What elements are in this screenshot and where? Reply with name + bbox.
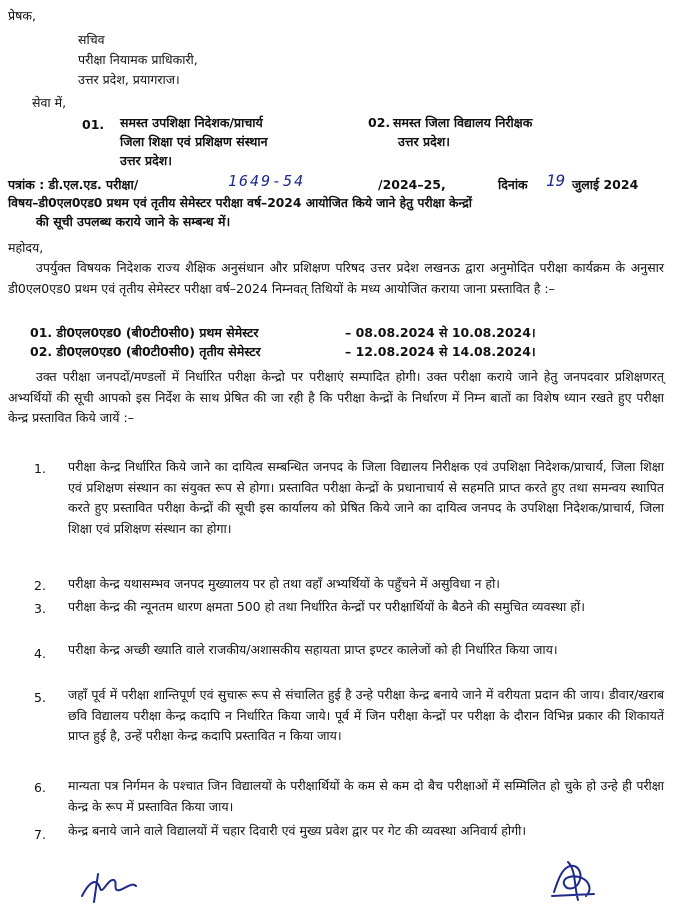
reference-year: /2024–25,	[378, 177, 446, 192]
recipient-1-line-2: जिला शिक्षा एवं प्रशिक्षण संस्थान	[120, 134, 268, 149]
schedule-1-dates: – 08.08.2024 से 10.08.2024।	[345, 325, 536, 340]
signature-right	[548, 856, 600, 904]
point-4-text: परीक्षा केन्द्र अच्छी ख्याति वाले राजकीय/अशासकीय सहायता प्राप्त इण्टर कालेजों को ही निर्धारित किया जाय।	[68, 642, 558, 657]
subject-line-1: विषय–डी0एल0एड0 प्रथम एवं तृतीय सेमेस्टर परीक्षा वर्ष–2024 आयोजित किये जाने हेतु परीक्षा केन्द्रों	[8, 196, 472, 210]
sender-line-3: उत्तर प्रदेश, प्रयागराज।	[78, 72, 180, 87]
recipient-1-line-1: समस्त उपशिक्षा निदेशक/प्राचार्य	[120, 115, 263, 130]
point-7-text: केन्द्र बनाये जाने वाले विद्यालयों में चहार दिवारी एवं मुख्य प्रवेश द्वार पर गेट की व्यवस्था अनिवार्य होगी।	[68, 823, 527, 838]
schedule-2-label: 02. डी0एल0एड0 (बी0टी0सी0) तृतीय सेमेस्टर	[30, 344, 261, 359]
sender-line-2: परीक्षा नियामक प्राधिकारी,	[78, 52, 198, 67]
schedule-2-dates: – 12.08.2024 से 14.08.2024।	[345, 344, 536, 359]
point-1-text: परीक्षा केन्द्र निर्धारित किये जाने का दायित्व सम्बन्धित जनपद के जिला विद्यालय निरीक्षक एवं उपशिक्षा निदेशक/प्राचार्य, जिला शिक्षा एवं प्रशिक्षण संस्थान का संयुक्त रूप से होगा। प्रस्तावित परीक्षा केन्द्रों के प्रधानाचार्य से सहमति प्राप्त करते हुए तथा समन्वय स्थापित करते हुए प्रस्तावित परीक्षा केन्द्रों की सूची इस कार्यालय को प्रेषित किये जाने का दायित्व जनपद के उपशिक्षा निदेशक/प्राचार्य, जिला शिक्षा एवं प्रशिक्षण संस्थान का होगा।	[68, 459, 664, 536]
sender-label: प्रेषक,	[8, 8, 36, 23]
date-month-year: जुलाई 2024	[572, 177, 639, 192]
recipient-2-line-1: समस्त जिला विद्यालय निरीक्षक	[393, 115, 533, 130]
point-5-num: 5.	[34, 690, 46, 705]
signature-left	[78, 866, 142, 906]
recipient-1-num: 01.	[82, 117, 105, 132]
subject-line-2: की सूची उपलब्ध कराये जाने के सम्बन्ध में।	[36, 214, 231, 229]
point-3-num: 3.	[34, 601, 46, 616]
point-1-num: 1.	[34, 461, 46, 476]
date-day-handwritten: 19	[546, 171, 566, 190]
point-7-num: 7.	[34, 827, 46, 842]
point-2-num: 2.	[34, 578, 46, 593]
recipient-2-num: 02.	[368, 115, 391, 130]
recipient-2-line-2: उत्तर प्रदेश।	[398, 134, 450, 149]
sender-line-1: सचिव	[78, 32, 105, 47]
salutation: महोदय,	[8, 240, 44, 255]
point-3-text: परीक्षा केन्द्र की न्यूनतम धारण क्षमता 500 हो तथा निर्धारित केन्द्रों पर परीक्षार्थियों के बैठने की समुचित व्यवस्था हों।	[68, 599, 585, 614]
recipient-1-line-3: उत्तर प्रदेश।	[120, 153, 172, 168]
point-2-text: परीक्षा केन्द्र यथासम्भव जनपद मुख्यालय पर हो तथा वहाँ अभ्यर्थियों के पहुँचने में असुविधा न हो।	[68, 576, 501, 591]
reference-number-handwritten: 1649-54	[228, 172, 306, 190]
point-6-text: मान्यता पत्र निर्गमन के पश्चात जिन विद्यालयों के परीक्षार्थियों के कम से कम दो बैच परीक्षाओं में सम्मिलित हो चुके हो उन्हे ही परीक्षा केन्द्र के रूप में प्रस्तावित किया जाय।	[68, 778, 664, 814]
point-6-num: 6.	[34, 780, 46, 795]
body-paragraph: उक्त परीक्षा जनपदों/मण्डलों में निर्धारित परीक्षा केन्द्रो पर परीक्षाएं सम्पादित होगी। उक्त परीक्षा कराये जाने हेतु जनपदवार प्रशिक्षणरत् अभ्यर्थियों की सूची आपको इस निर्देश के साथ प्रेषित की जा रही है कि परीक्षा केन्द्रों के निर्धारण में निम्न बातों का विशेष ध्यान रखते हुए परीक्षा केन्द्र प्रस्तावित किये जायें :–	[8, 369, 664, 425]
to-label: सेवा में,	[32, 95, 67, 110]
point-5-text: जहाँ पूर्व में परीक्षा शान्तिपूर्ण एवं सुचारू रूप से संचालित हुई है उन्हे परीक्षा केन्द्र बनाये जाने में वरीयता प्रदान की जाय। डीवार/खराब छवि विद्यालय परीक्षा केन्द्र कदापि न निर्धारित किया जाये। पूर्व में जिन परीक्षा केन्द्रों पर परीक्षा के दौरान विभिन्न प्रकार की शिकायतें प्राप्त हुई है, उन्हें परीक्षा केन्द्र कदापि प्रस्तावित न किया जाय।	[68, 687, 664, 743]
point-4-num: 4.	[34, 646, 46, 661]
intro-paragraph: उपर्युक्त विषयक निदेशक राज्य शैक्षिक अनुसंधान और प्रशिक्षण परिषद उत्तर प्रदेश लखनऊ द्वारा अनुमोदित परीक्षा कार्यक्रम के अनुसार डी0एल0एड0 प्रथम एवं तृतीय सेमेस्टर परीक्षा वर्ष–2024 निम्नवत् तिथियों के मध्य आयोजित कराया जाना प्रस्तावित है :–	[8, 260, 664, 296]
schedule-1-label: 01. डी0एल0एड0 (बी0टी0सी0) प्रथम सेमेस्टर	[30, 325, 259, 340]
reference-label: पत्रांक : डी.एल.एड. परीक्षा/	[8, 177, 139, 192]
date-label: दिनांक	[498, 177, 528, 192]
